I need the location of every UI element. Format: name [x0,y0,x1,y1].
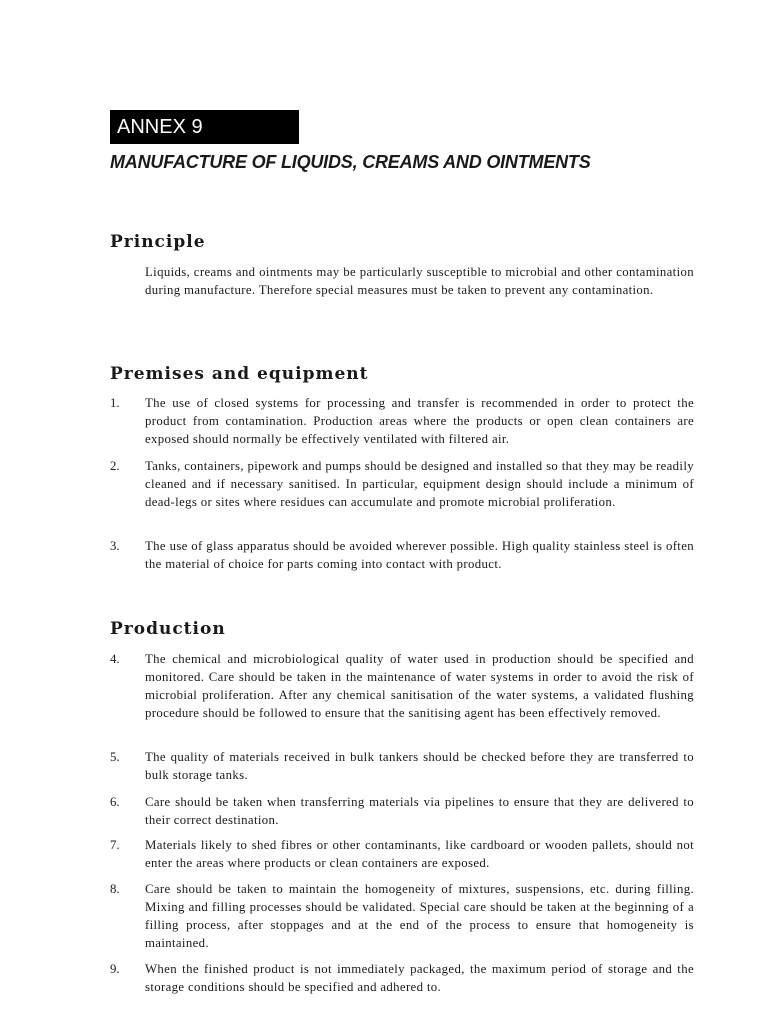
item-number: 2. [110,459,120,473]
item-number: 9. [110,962,120,976]
list-item: Tanks, containers, pipework and pumps should be designed and installed so that they may be readily cleaned and if necessary sanitised. In particular, equipment design should include a minimum of dead-legs or sites where residues can accumulate and promote microbial proliferation. [145,459,694,509]
item-number: 7. [110,838,120,852]
principle-heading: Principle [110,232,206,252]
annex-label: ANNEX 9 [110,110,299,144]
item-number: 1. [110,396,120,410]
principle-paragraph: Liquids, creams and ointments may be particularly susceptible to microbial and other contamination during manufacture. Therefore special measures must be taken to prevent any contamination. [145,265,694,297]
list-item: The chemical and microbiological quality of water used in production should be specified and monitored. Care should be taken in the maintenance of water systems in order to avoid the risk of microbial proliferation. After any chemical sanitisation of the water systems, a validated flushing procedure should be followed to ensure that the sanitising agent has been effectively removed. [145,652,694,720]
premises-heading: Premises and equipment [110,364,369,384]
item-number: 6. [110,795,120,809]
list-item: The use of glass apparatus should be avoided wherever possible. High quality stainless steel is often the material of choice for parts coming into contact with product. [145,539,694,571]
item-number: 3. [110,539,120,553]
document-title: MANUFACTURE OF LIQUIDS, CREAMS AND OINTMENTS [110,152,591,172]
list-item: When the finished product is not immediately packaged, the maximum period of storage and the storage conditions should be specified and adhered to. [145,962,694,994]
item-number: 5. [110,750,120,764]
production-heading: Production [110,619,226,639]
list-item: The quality of materials received in bulk tankers should be checked before they are transferred to bulk storage tanks. [145,750,694,782]
list-item: The use of closed systems for processing and transfer is recommended in order to protect the product from contamination. Production areas where the products or open clean containers are exposed should normally be effectively ventilated with filtered air. [145,396,694,446]
list-item: Materials likely to shed fibres or other contaminants, like cardboard or wooden pallets, should not enter the areas where products or clean containers are exposed. [145,838,694,870]
list-item: Care should be taken when transferring materials via pipelines to ensure that they are delivered to their correct destination. [145,795,694,827]
list-item: Care should be taken to maintain the homogeneity of mixtures, suspensions, etc. during filling. Mixing and filling processes should be validated. Special care should be taken at the beginning of a filling process, after stoppages and at the end of the process to ensure that homogeneity is maintained. [145,882,694,950]
item-number: 8. [110,882,120,896]
item-number: 4. [110,652,120,666]
